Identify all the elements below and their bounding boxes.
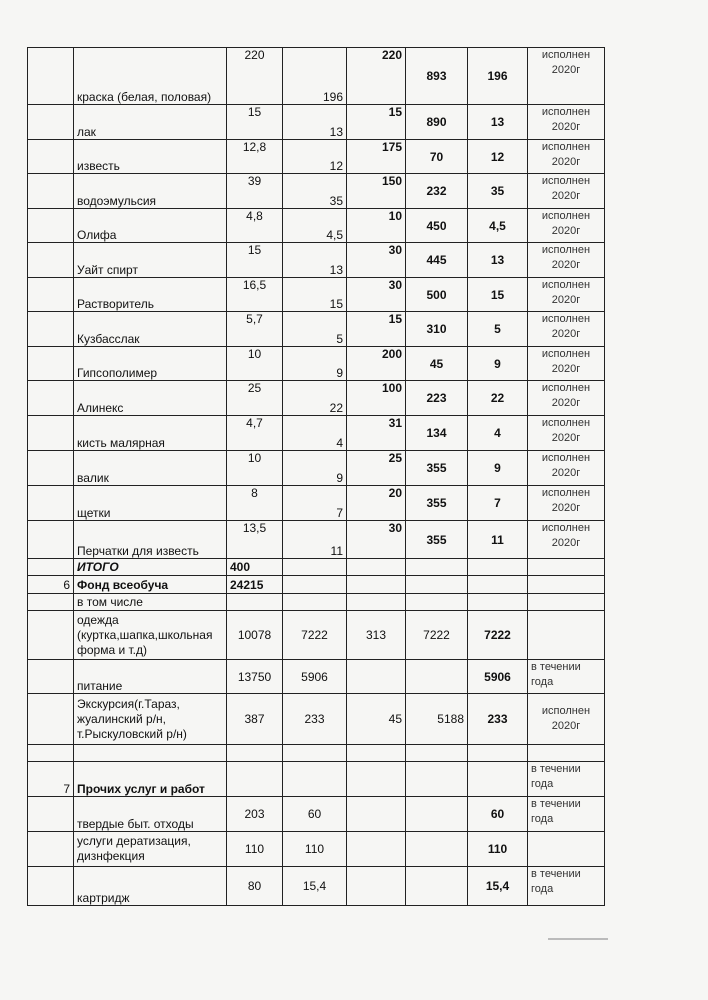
- actual-value: 11: [283, 521, 347, 559]
- column-d-value: 450: [406, 209, 468, 243]
- cell-line: форма и т.д): [77, 642, 148, 657]
- executed-value: 9: [468, 347, 528, 381]
- cell-line: 2020г: [551, 190, 581, 202]
- status-note: [528, 381, 605, 416]
- planned-value: 10: [227, 347, 283, 381]
- actual-value: 4: [283, 416, 347, 451]
- status-note: [528, 451, 605, 486]
- cell-line: года: [531, 883, 554, 895]
- table-cell: [28, 594, 74, 611]
- executed-value: 5: [468, 312, 528, 347]
- column-d-value: 445: [406, 243, 468, 278]
- item-name: кисть малярная: [74, 416, 227, 451]
- item-name: Гипсополимер: [74, 347, 227, 381]
- unit-price: 175: [347, 140, 406, 174]
- table-row: [28, 867, 605, 906]
- table-cell: [528, 576, 605, 594]
- status-note: [528, 209, 605, 243]
- item-name: водоэмульсия: [74, 174, 227, 209]
- executed-value: 4: [468, 416, 528, 451]
- executed-value: 110: [468, 832, 528, 867]
- actual-value: 5906: [283, 660, 347, 694]
- executed-value: 13: [468, 105, 528, 140]
- cell-line: дизнфекция: [77, 849, 145, 863]
- unit-price: 25: [347, 451, 406, 486]
- section-total: 24215: [227, 576, 283, 594]
- table-row: [28, 576, 605, 594]
- planned-value: 4,8: [227, 209, 283, 243]
- cell-line: 2020г: [551, 363, 581, 375]
- table-row: [28, 797, 605, 832]
- table-cell: [528, 611, 605, 660]
- section-title: Фонд всеобуча: [74, 576, 227, 594]
- cell-line: исполнен: [541, 106, 591, 118]
- status-note: [528, 521, 605, 559]
- cell-line: 2020г: [551, 720, 581, 732]
- cell-line: исполнен: [541, 244, 591, 256]
- planned-value: 203: [227, 797, 283, 832]
- cell-line: 2020г: [551, 225, 581, 237]
- table-cell: [406, 867, 468, 906]
- row-number-cell: [28, 381, 74, 416]
- item-name: [74, 611, 227, 660]
- table-cell: [347, 762, 406, 797]
- actual-value: 4,5: [283, 209, 347, 243]
- cell-line: т.Рыскуловский р/н): [77, 726, 187, 741]
- planned-value: 12,8: [227, 140, 283, 174]
- row-number-cell: [28, 48, 74, 105]
- cell-line: года: [531, 676, 554, 688]
- column-d-value: 893: [406, 48, 468, 105]
- item-name: питание: [74, 660, 227, 694]
- column-d-value: 355: [406, 486, 468, 521]
- table-cell: [468, 559, 528, 576]
- actual-value: 15: [283, 278, 347, 312]
- table-cell: [406, 832, 468, 867]
- status-note: [528, 243, 605, 278]
- cell-line: 2020г: [551, 64, 581, 76]
- table-cell: [528, 594, 605, 611]
- unit-price: 15: [347, 312, 406, 347]
- table-cell: [28, 694, 74, 745]
- table-cell: [468, 594, 528, 611]
- planned-value: 13750: [227, 660, 283, 694]
- table-cell: [28, 559, 74, 576]
- table-row: [28, 694, 605, 745]
- row-number-cell: [28, 209, 74, 243]
- actual-value: 196: [283, 48, 347, 105]
- table-cell: [468, 762, 528, 797]
- table-cell: [406, 797, 468, 832]
- table-row: [28, 105, 605, 140]
- cell-line: года: [531, 813, 554, 825]
- unit-price: 15: [347, 105, 406, 140]
- planned-value: 13,5: [227, 521, 283, 559]
- column-d-value: 355: [406, 521, 468, 559]
- column-d-value: 7222: [406, 611, 468, 660]
- unit-price: 31: [347, 416, 406, 451]
- item-name: Алинекс: [74, 381, 227, 416]
- executed-value: 22: [468, 381, 528, 416]
- unit-price: 100: [347, 381, 406, 416]
- cell-line: жуалинский р/н,: [77, 711, 166, 726]
- table-cell: [528, 559, 605, 576]
- table-row: [28, 762, 605, 797]
- unit-price: 45: [347, 694, 406, 745]
- table-cell: [347, 832, 406, 867]
- status-note: [528, 660, 605, 694]
- table-cell: [227, 762, 283, 797]
- table-row: [28, 312, 605, 347]
- status-note: [528, 312, 605, 347]
- table-cell: [28, 745, 74, 762]
- actual-value: 12: [283, 140, 347, 174]
- cell-line: исполнен: [541, 141, 591, 153]
- column-d-value: 223: [406, 381, 468, 416]
- table-cell: [28, 832, 74, 867]
- planned-value: 39: [227, 174, 283, 209]
- cell-line: исполнен: [541, 313, 591, 325]
- executed-value: 13: [468, 243, 528, 278]
- table-row: [28, 48, 605, 105]
- status-note: [528, 278, 605, 312]
- table-cell: [227, 745, 283, 762]
- table-cell: [283, 576, 347, 594]
- table-row: [28, 745, 605, 762]
- executed-value: 4,5: [468, 209, 528, 243]
- item-name: [74, 694, 227, 745]
- table-cell: [347, 660, 406, 694]
- actual-value: 9: [283, 347, 347, 381]
- table-cell: [528, 745, 605, 762]
- unit-price: 20: [347, 486, 406, 521]
- actual-value: 15,4: [283, 867, 347, 906]
- cell-line: 2020г: [551, 259, 581, 271]
- actual-value: 13: [283, 105, 347, 140]
- cell-line: услуги дератизация,: [77, 834, 191, 848]
- cell-line: года: [531, 778, 554, 790]
- table-cell: [528, 832, 605, 867]
- planned-value: 4,7: [227, 416, 283, 451]
- actual-value: 110: [283, 832, 347, 867]
- cell-line: исполнен: [541, 348, 591, 360]
- actual-value: 233: [283, 694, 347, 745]
- table-cell: [28, 611, 74, 660]
- actual-value: 9: [283, 451, 347, 486]
- row-number-cell: [28, 486, 74, 521]
- actual-value: 13: [283, 243, 347, 278]
- table-cell: [283, 745, 347, 762]
- total-value: 400: [227, 559, 283, 576]
- item-name: твердые быт. отходы: [74, 797, 227, 832]
- status-note: [528, 347, 605, 381]
- planned-value: 220: [227, 48, 283, 105]
- cell-line: (куртка,шапка,школьная: [77, 627, 213, 642]
- unit-price: 30: [347, 243, 406, 278]
- planned-value: 15: [227, 243, 283, 278]
- cell-line: исполнен: [541, 452, 591, 464]
- executed-value: 7: [468, 486, 528, 521]
- status-note: [528, 416, 605, 451]
- table-cell: [347, 559, 406, 576]
- cell-line: исполнен: [541, 279, 591, 291]
- row-number-cell: [28, 243, 74, 278]
- table-row: [28, 243, 605, 278]
- actual-value: 7222: [283, 611, 347, 660]
- table-cell: [406, 745, 468, 762]
- cell-line: 2020г: [551, 432, 581, 444]
- cell-line: исполнен: [541, 487, 591, 499]
- table-cell: [347, 745, 406, 762]
- item-name: валик: [74, 451, 227, 486]
- table-cell: [406, 594, 468, 611]
- row-number-cell: [28, 521, 74, 559]
- cell-line: в течении: [531, 763, 581, 775]
- status-note: [528, 694, 605, 745]
- table-cell: [283, 594, 347, 611]
- executed-value: 7222: [468, 611, 528, 660]
- status-note: [528, 762, 605, 797]
- table-row: [28, 209, 605, 243]
- cell-line: в течении: [531, 868, 581, 880]
- cell-line: исполнен: [541, 175, 591, 187]
- cell-line: исполнен: [541, 382, 591, 394]
- item-name: Уайт спирт: [74, 243, 227, 278]
- table-row: [28, 174, 605, 209]
- planned-value: 80: [227, 867, 283, 906]
- planned-value: 25: [227, 381, 283, 416]
- total-label: ИТОГО: [74, 559, 227, 576]
- executed-value: 60: [468, 797, 528, 832]
- executed-value: 15: [468, 278, 528, 312]
- executed-value: 233: [468, 694, 528, 745]
- cell-line: исполнен: [541, 705, 591, 717]
- cell-line: 2020г: [551, 397, 581, 409]
- executed-value: 15,4: [468, 867, 528, 906]
- table-row: [28, 660, 605, 694]
- column-d-value: 45: [406, 347, 468, 381]
- status-note: [528, 797, 605, 832]
- unit-price: 313: [347, 611, 406, 660]
- table-cell: [28, 797, 74, 832]
- column-d-value: 70: [406, 140, 468, 174]
- executed-value: 196: [468, 48, 528, 105]
- row-number-cell: [28, 105, 74, 140]
- column-d-value: 500: [406, 278, 468, 312]
- item-name: Олифа: [74, 209, 227, 243]
- cell-line: Экскурсия(г.Тараз,: [77, 696, 180, 711]
- table-row: [28, 832, 605, 867]
- column-d-value: 134: [406, 416, 468, 451]
- unit-price: 10: [347, 209, 406, 243]
- column-d-value: 890: [406, 105, 468, 140]
- cell-line: 2020г: [551, 156, 581, 168]
- item-name: щетки: [74, 486, 227, 521]
- planned-value: 16,5: [227, 278, 283, 312]
- row-number-cell: [28, 347, 74, 381]
- section-title: Прочих услуг и работ: [74, 762, 227, 797]
- table-row: [28, 381, 605, 416]
- row-number-cell: [28, 174, 74, 209]
- table-row: [28, 140, 605, 174]
- executed-value: 5906: [468, 660, 528, 694]
- status-note: [528, 486, 605, 521]
- table-cell: [283, 559, 347, 576]
- table-row: [28, 416, 605, 451]
- section-number: 7: [28, 762, 74, 797]
- table-cell: [406, 576, 468, 594]
- actual-value: 22: [283, 381, 347, 416]
- table-row: [28, 347, 605, 381]
- table-cell: [406, 559, 468, 576]
- unit-price: 220: [347, 48, 406, 105]
- table-row: [28, 521, 605, 559]
- table-cell: [28, 660, 74, 694]
- row-number-cell: [28, 278, 74, 312]
- table-cell: [347, 867, 406, 906]
- subtitle: в том числе: [74, 594, 227, 611]
- budget-table: [27, 47, 605, 906]
- status-note: [528, 105, 605, 140]
- cell-line: исполнен: [541, 522, 591, 534]
- column-d-value: 232: [406, 174, 468, 209]
- cell-line: 2020г: [551, 467, 581, 479]
- item-name: краска (белая, половая): [74, 48, 227, 105]
- column-d-value: 5188: [406, 694, 468, 745]
- cell-line: 2020г: [551, 294, 581, 306]
- unit-price: 200: [347, 347, 406, 381]
- table-cell: [227, 594, 283, 611]
- table-row: [28, 451, 605, 486]
- section-number: 6: [28, 576, 74, 594]
- table-row: [28, 594, 605, 611]
- actual-value: 5: [283, 312, 347, 347]
- status-note: [528, 867, 605, 906]
- table-cell: [406, 660, 468, 694]
- executed-value: 12: [468, 140, 528, 174]
- item-name: Перчатки для известь: [74, 521, 227, 559]
- row-number-cell: [28, 451, 74, 486]
- planned-value: 387: [227, 694, 283, 745]
- cell-line: исполнен: [541, 210, 591, 222]
- planned-value: 10: [227, 451, 283, 486]
- table-cell: [347, 576, 406, 594]
- executed-value: 11: [468, 521, 528, 559]
- cell-line: 2020г: [551, 121, 581, 133]
- planned-value: 110: [227, 832, 283, 867]
- table-cell: [28, 867, 74, 906]
- cell-line: исполнен: [541, 49, 591, 61]
- table-cell: [74, 745, 227, 762]
- cell-line: в течении: [531, 661, 581, 673]
- actual-value: 60: [283, 797, 347, 832]
- column-d-value: 355: [406, 451, 468, 486]
- executed-value: 35: [468, 174, 528, 209]
- column-d-value: 310: [406, 312, 468, 347]
- table-cell: [347, 594, 406, 611]
- cell-line: 2020г: [551, 328, 581, 340]
- planned-value: 10078: [227, 611, 283, 660]
- table-cell: [347, 797, 406, 832]
- planned-value: 5,7: [227, 312, 283, 347]
- item-name: Кузбасслак: [74, 312, 227, 347]
- status-note: [528, 48, 605, 105]
- table-cell: [406, 762, 468, 797]
- table-row: [28, 278, 605, 312]
- item-name: известь: [74, 140, 227, 174]
- cell-line: 2020г: [551, 502, 581, 514]
- table-cell: [468, 745, 528, 762]
- item-name: лак: [74, 105, 227, 140]
- status-note: [528, 174, 605, 209]
- unit-price: 30: [347, 521, 406, 559]
- table-cell: [283, 762, 347, 797]
- actual-value: 7: [283, 486, 347, 521]
- planned-value: 15: [227, 105, 283, 140]
- scan-mark: [548, 938, 608, 940]
- table-row: [28, 486, 605, 521]
- row-number-cell: [28, 416, 74, 451]
- item-name: Растворитель: [74, 278, 227, 312]
- table-cell: [468, 576, 528, 594]
- cell-line: 2020г: [551, 537, 581, 549]
- executed-value: 9: [468, 451, 528, 486]
- row-number-cell: [28, 312, 74, 347]
- item-name: [74, 832, 227, 867]
- cell-line: в течении: [531, 798, 581, 810]
- cell-line: исполнен: [541, 417, 591, 429]
- actual-value: 35: [283, 174, 347, 209]
- table-row: [28, 611, 605, 660]
- planned-value: 8: [227, 486, 283, 521]
- row-number-cell: [28, 140, 74, 174]
- unit-price: 150: [347, 174, 406, 209]
- item-name: картридж: [74, 867, 227, 906]
- table-row: [28, 559, 605, 576]
- status-note: [528, 140, 605, 174]
- cell-line: одежда: [77, 612, 119, 627]
- unit-price: 30: [347, 278, 406, 312]
